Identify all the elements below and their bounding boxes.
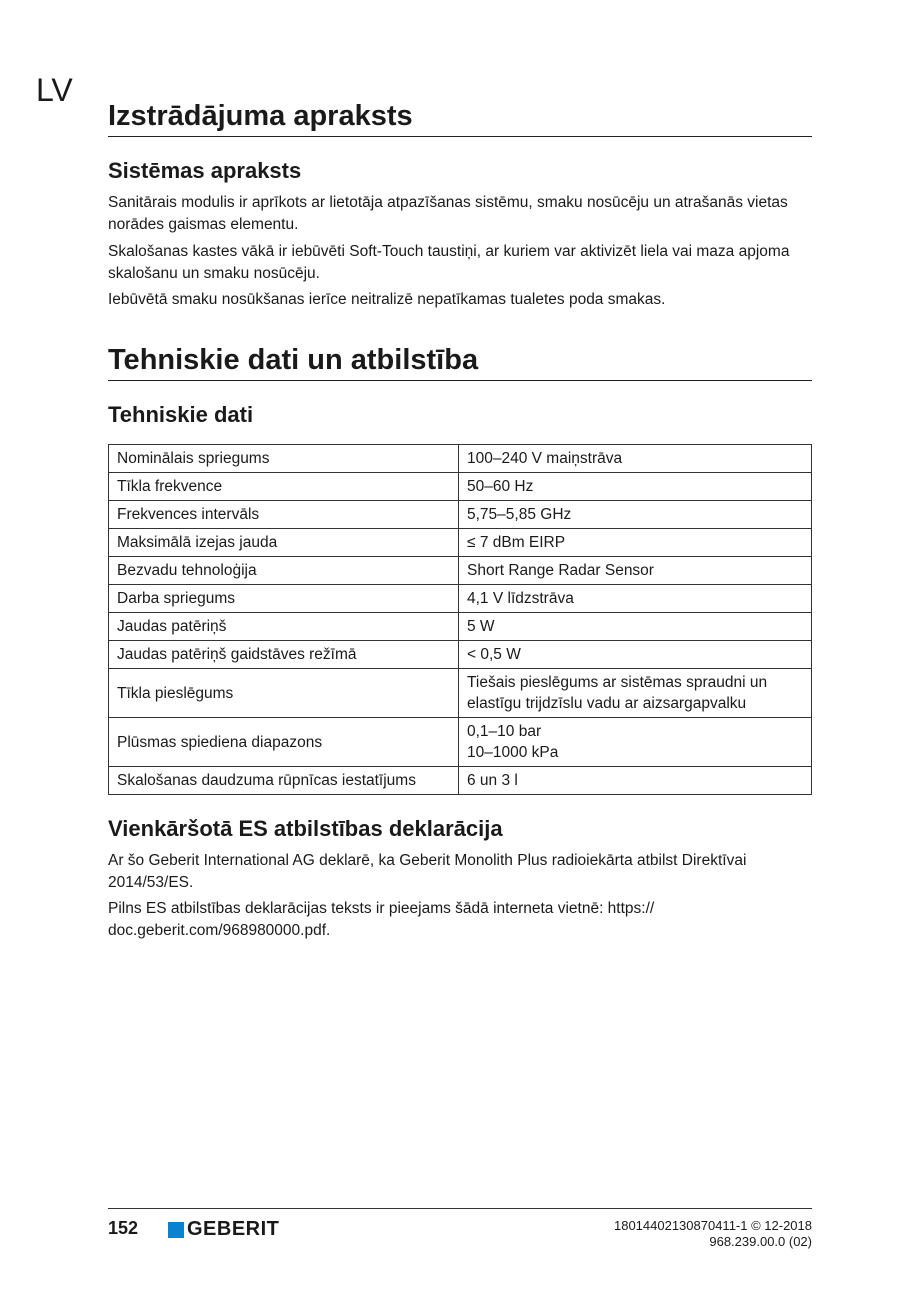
parameter-name: Skalošanas daudzuma rūpnīcas iestatījums [109,767,459,795]
heading-product-description: Izstrādājuma apraksts [108,100,812,137]
parameter-name: Darba spriegums [109,585,459,613]
document-id: 18014402130870411-1 © 12-2018 [613,1218,812,1233]
value-line: 10–1000 kPa [467,744,559,761]
value-line: ≤ 7 dBm EIRP [467,534,566,551]
value-line: 5 W [467,618,495,635]
paragraph: Sanitārais modulis ir aprīkots ar lietotāja atpazīšanas sistēmu, smaku nosūcēju un atrašanās vietas norādes gaismas elementu. [108,194,788,233]
language-code: LV [36,72,73,108]
heading-technical-data-compliance: Tehniskie dati un atbilstība [108,344,812,381]
paragraph: Ar šo Geberit International AG deklarē, ka Geberit Monolith Plus radioiekārta atbilst Direktīvai 2014/53/ES. [108,852,747,891]
parameter-name: Plūsmas spiediena diapazons [109,718,459,767]
parameter-value [459,445,812,473]
parameter-name: Frekvences intervāls [109,501,459,529]
logo-square-icon [168,1222,184,1238]
parameter-name: Tīkla frekvence [109,473,459,501]
value-line: 50–60 Hz [467,478,534,495]
value-line: 4,1 V līdzstrāva [467,590,574,607]
logo-text: GEBERIT [187,1218,280,1240]
value-line: Tiešais pieslēgums ar sistēmas spraudni un elastīgu trijdzīslu vadu ar aizsargapvalku [467,674,768,712]
paragraph: Pilns ES atbilstības deklarācijas teksts ir pieejams šādā interneta vietnē: https:// doc.geberit.com/968980000.pdf. [108,900,655,939]
table-row [109,669,812,718]
parameter-name: Nominālais spriegums [109,445,459,473]
page-number: 152 [108,1218,139,1238]
parameter-value [459,473,812,501]
table-row [109,473,812,501]
parameter-name: Jaudas patēriņš gaidstāves režīmā [109,641,459,669]
table-row [109,557,812,585]
value-line: 5,75–5,85 GHz [467,506,572,523]
parameter-value [459,585,812,613]
footer-divider [108,1208,812,1209]
document-reference [614,1218,812,1250]
parameter-value [459,557,812,585]
heading-technical-data: Tehniskie dati [108,402,254,427]
value-line: 6 un 3 l [467,772,518,789]
parameter-value [459,767,812,795]
value-line: 100–240 V maiņstrāva [467,450,623,467]
parameter-name: Jaudas patēriņš [109,613,459,641]
value-line: 0,1–10 bar [467,723,542,740]
technical-data-table [108,444,812,795]
table-row [109,585,812,613]
paragraph: Iebūvētā smaku nosūkšanas ierīce neitralizē nepatīkamas tualetes poda smakas. [108,291,666,308]
parameter-value [459,613,812,641]
parameter-name: Bezvadu tehnoloģija [109,557,459,585]
parameter-name: Maksimālā izejas jauda [109,529,459,557]
value-line: < 0,5 W [467,646,521,663]
parameter-value [459,641,812,669]
table-row [109,445,812,473]
table-row [109,767,812,795]
table-row [109,718,812,767]
value-line: Short Range Radar Sensor [467,562,654,579]
table-row [109,501,812,529]
table-row [109,529,812,557]
document-version: 968.239.00.0 (02) [709,1234,812,1249]
parameter-name: Tīkla pieslēgums [109,669,459,718]
table-row [109,613,812,641]
parameter-value [459,718,812,767]
heading-system-description: Sistēmas apraksts [108,158,302,183]
table-row [109,641,812,669]
parameter-value [459,669,812,718]
heading-declaration: Vienkāršotā ES atbilstības deklarācija [108,816,503,841]
paragraph: Skalošanas kastes vākā ir iebūvēti Soft-Touch taustiņi, ar kuriem var aktivizēt liela vai maza apjoma skalošanu un smaku nosūcēju. [108,243,790,282]
parameter-value [459,529,812,557]
parameter-value [459,501,812,529]
geberit-logo [168,1218,279,1241]
